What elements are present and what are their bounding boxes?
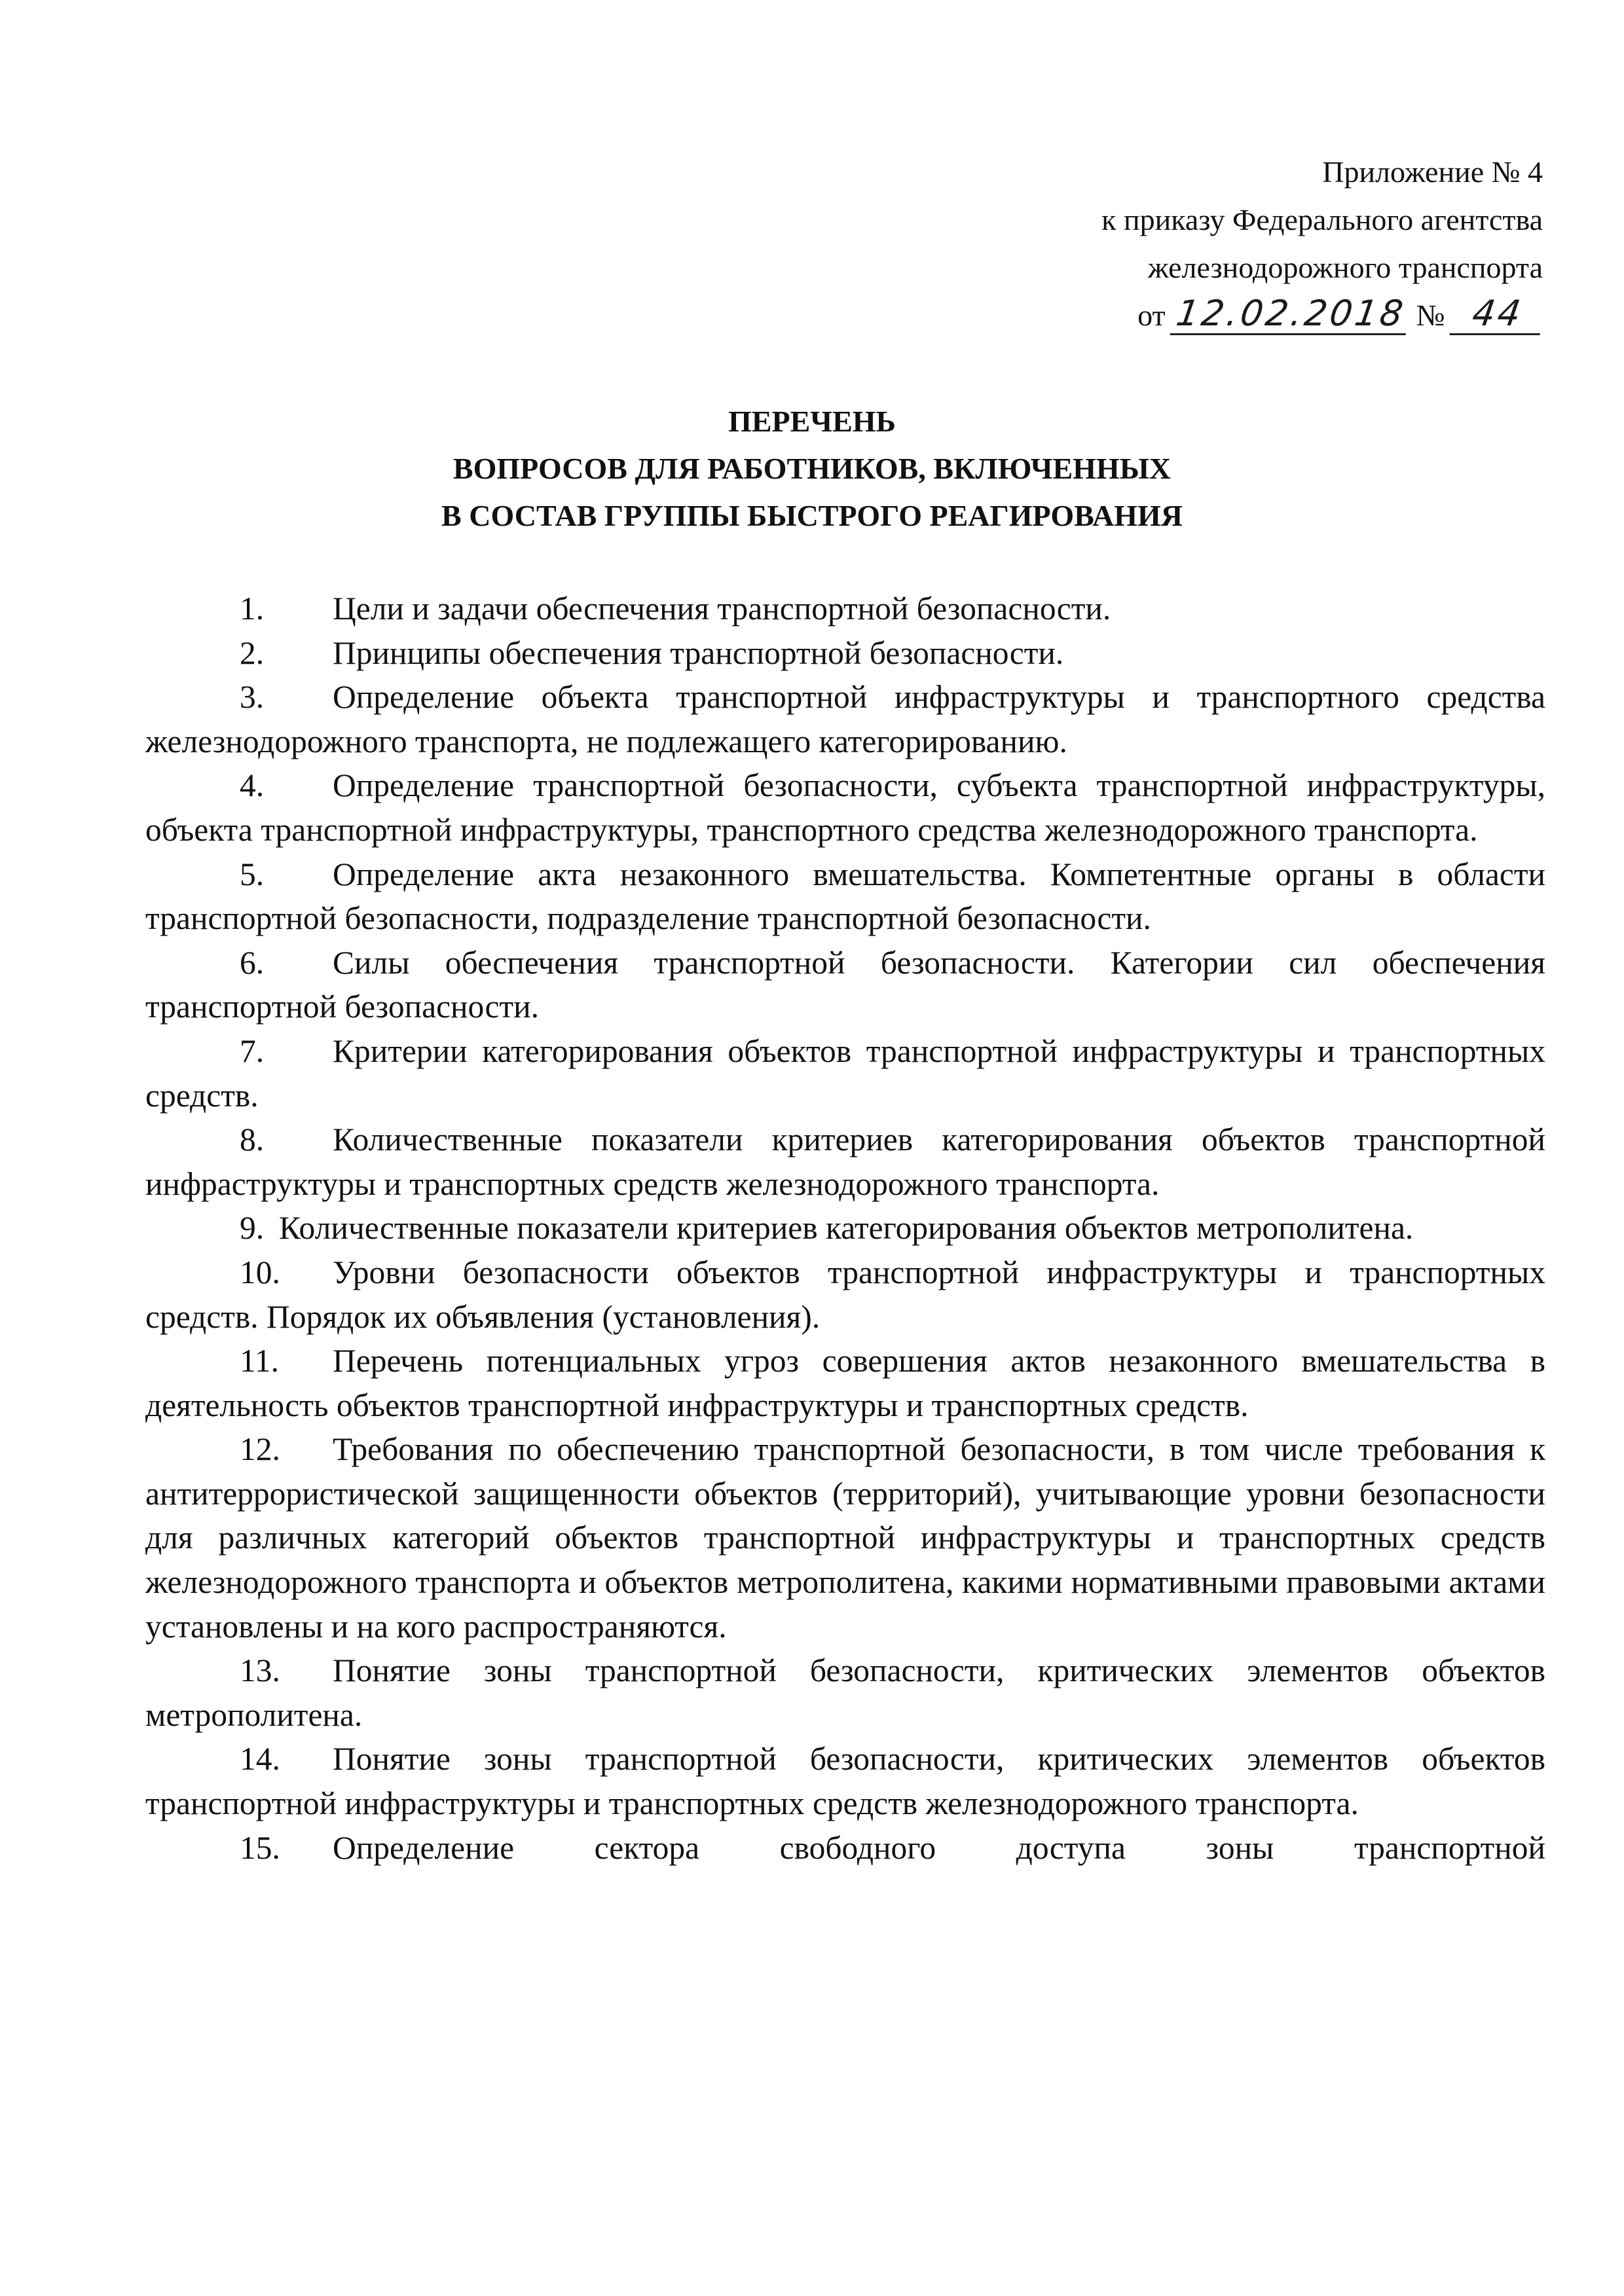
item-text: Определение акта незаконного вмешательства. Компетентные органы в области транспортной безопасности, подразделение транспортной безопасности.	[145, 856, 1545, 937]
item-number: 8.	[240, 1121, 265, 1158]
questions-list	[145, 587, 1545, 1870]
number-prefix: №	[1416, 299, 1445, 332]
list-item	[145, 1118, 1545, 1206]
document-title	[0, 398, 1624, 539]
handwritten-date: 12.02.2018	[1170, 294, 1412, 335]
item-text: Определение сектора свободного доступа зоны транспортной	[333, 1829, 1545, 1866]
handwritten-number: 44	[1450, 294, 1546, 335]
item-text: Понятие зоны транспортной безопасности, критических элементов объектов метрополитена.	[145, 1652, 1545, 1733]
list-item	[145, 587, 1545, 631]
item-text: Определение транспортной безопасности, субъекта транспортной инфраструктуры, объекта транспортной инфраструктуры, транспортного средства железнодорожного транспорта.	[145, 767, 1545, 848]
item-number: 12.	[240, 1431, 280, 1468]
appendix-title: Приложение № 4	[1322, 155, 1543, 189]
list-item	[145, 1250, 1545, 1339]
list-item	[145, 631, 1545, 676]
list-item	[145, 1826, 1545, 1870]
item-text: Понятие зоны транспортной безопасности, критических элементов объектов транспортной инфраструктуры и транспортных средств железнодорожного транспорта.	[145, 1741, 1545, 1822]
list-item	[145, 763, 1545, 852]
item-number: 13.	[240, 1652, 280, 1689]
item-text: Принципы обеспечения транспортной безопасности.	[333, 634, 1064, 671]
date-prefix: от	[1137, 299, 1166, 332]
appendix-header	[822, 148, 1543, 339]
item-number: 10.	[240, 1254, 280, 1290]
item-number: 1.	[240, 591, 265, 627]
item-number: 3.	[240, 679, 265, 716]
list-item	[145, 1427, 1545, 1649]
item-text: Цели и задачи обеспечения транспортной безопасности.	[333, 591, 1111, 627]
item-number: 2.	[240, 634, 265, 671]
item-number: 6.	[240, 944, 265, 981]
item-number: 9.	[240, 1210, 265, 1247]
item-text: Уровни безопасности объектов транспортной инфраструктуры и транспортных средств. Порядок их объявления (установления).	[145, 1254, 1545, 1335]
item-text: Количественные показатели критериев категорирования объектов метрополитена.	[279, 1210, 1414, 1247]
list-item	[145, 852, 1545, 941]
list-item	[145, 675, 1545, 763]
list-item	[145, 1649, 1545, 1737]
item-number: 11.	[240, 1343, 280, 1379]
title-line-3: В СОСТАВ ГРУППЫ БЫСТРОГО РЕАГИРОВАНИЯ	[441, 499, 1183, 532]
list-item	[145, 1029, 1545, 1118]
item-text: Количественные показатели критериев категорирования объектов транспортной инфраструктуры и транспортных средств железнодорожного транспорта.	[145, 1121, 1545, 1202]
appendix-date-number	[822, 291, 1543, 339]
item-number: 5.	[240, 856, 265, 892]
item-text: Силы обеспечения транспортной безопасности. Категории сил обеспечения транспортной безопасности.	[145, 944, 1545, 1025]
item-text: Критерии категорирования объектов транспортной инфраструктуры и транспортных средств.	[145, 1032, 1545, 1114]
item-text: Перечень потенциальных угроз совершения актов незаконного вмешательства в деятельность объектов транспортной инфраструктуры и транспортных средств.	[145, 1343, 1545, 1423]
item-number: 14.	[240, 1741, 280, 1777]
title-line-1: ПЕРЕЧЕНЬ	[728, 405, 896, 438]
item-number: 15.	[240, 1829, 280, 1866]
list-item	[145, 1737, 1545, 1825]
title-line-2: ВОПРОСОВ ДЛЯ РАБОТНИКОВ, ВКЛЮЧЕННЫХ	[452, 452, 1172, 485]
item-number: 7.	[240, 1032, 265, 1069]
item-text: Определение объекта транспортной инфраструктуры и транспортного средства железнодорожного транспорта, не подлежащего категорированию.	[145, 679, 1545, 759]
list-item	[145, 941, 1545, 1029]
item-text: Требования по обеспечению транспортной безопасности, в том числе требования к антитеррористической защищенности объектов (территорий), учитывающие уровни безопасности для различных категорий объектов транспортной инфраструктуры и транспортных средств железнодорожного транспорта и объектов метрополитена, какими нормативными правовыми актами установлены и на кого распространяются.	[145, 1431, 1545, 1645]
list-item	[145, 1206, 1545, 1250]
appendix-agency: железнодорожного транспорта	[1147, 251, 1543, 284]
appendix-order-ref: к приказу Федерального агентства	[1101, 203, 1543, 236]
item-number: 4.	[240, 767, 265, 804]
list-item	[145, 1339, 1545, 1427]
